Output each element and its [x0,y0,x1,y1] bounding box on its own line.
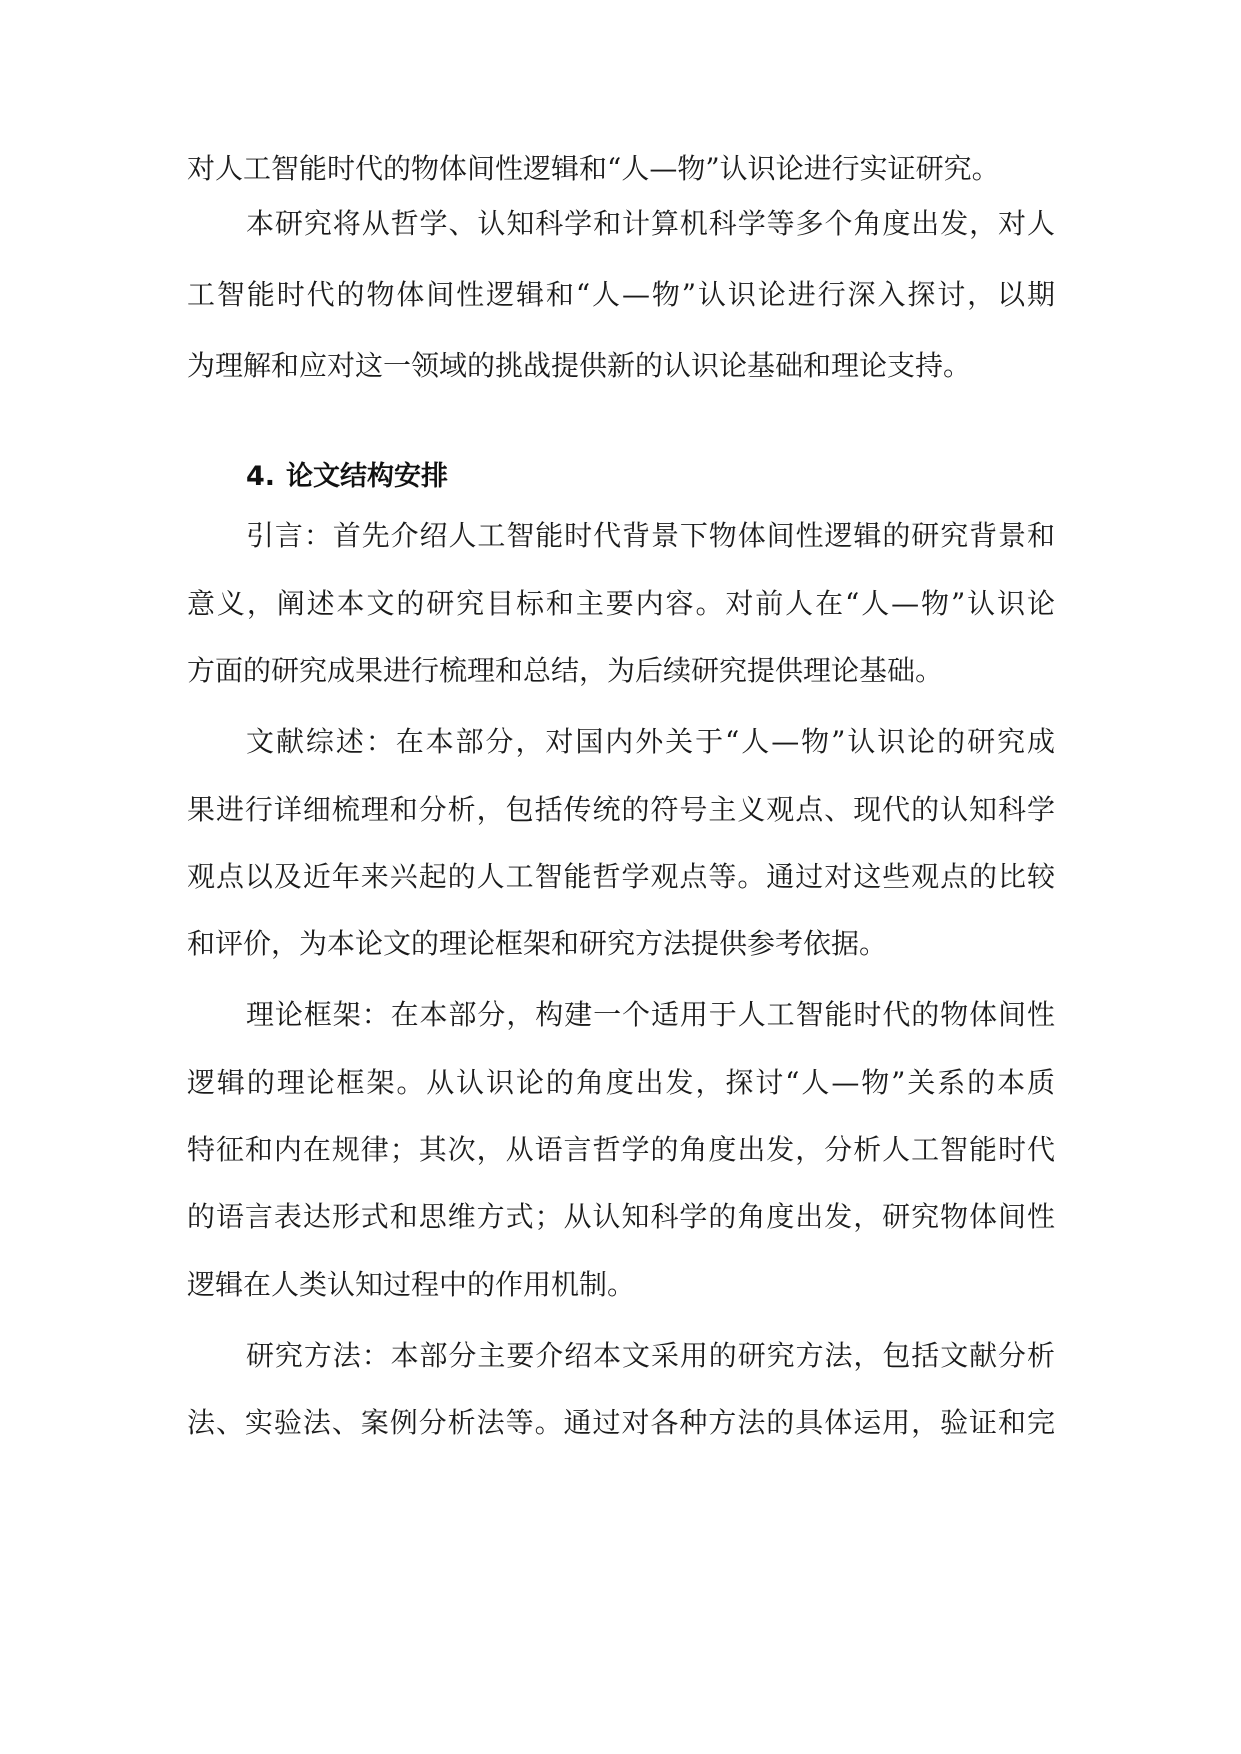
text-line: 本研究将从哲学、认知科学和计算机科学等多个角度出发，对人 [246,207,1055,240]
text-line: 逻辑在人类认知过程中的作用机制。 [187,1268,636,1301]
text-line: 观点以及近年来兴起的人工智能哲学观点等。通过对这些观点的比较 [187,860,1055,893]
section-title: 论文结构安排 [286,461,448,492]
text-line: 法、实验法、案例分析法等。通过对各种方法的具体运用，验证和完 [187,1406,1055,1439]
section-heading [246,453,448,501]
text-line: 和评价，为本论文的理论框架和研究方法提供参考依据。 [187,927,888,960]
text-line: 果进行详细梳理和分析，包括传统的符号主义观点、现代的认知科学 [187,793,1055,826]
text-line: 方面的研究成果进行梳理和总结，为后续研究提供理论基础。 [187,654,944,687]
text-line: 特征和内在规律；其次，从语言哲学的角度出发，分析人工智能时代 [187,1133,1055,1166]
text-line: 引言：首先介绍人工智能时代背景下物体间性逻辑的研究背景和 [246,519,1055,552]
text-line: 逻辑的理论框架。从认识论的角度出发，探讨“人—物”关系的本质 [187,1066,1055,1099]
text-line: 意义，阐述本文的研究目标和主要内容。对前人在“人—物”认识论 [187,587,1055,620]
text-line: 理论框架：在本部分，构建一个适用于人工智能时代的物体间性 [246,998,1055,1031]
text-line: 工智能时代的物体间性逻辑和“人—物”认识论进行深入探讨，以期 [187,278,1055,311]
text-line: 为理解和应对这一领域的挑战提供新的认识论基础和理论支持。 [187,349,972,382]
text-line: 的语言表达形式和思维方式；从认知科学的角度出发，研究物体间性 [187,1200,1055,1233]
text-line: 研究方法：本部分主要介绍本文采用的研究方法，包括文献分析 [246,1339,1055,1372]
section-number: 4. [246,461,276,492]
text-line: 对人工智能时代的物体间性逻辑和“人—物”认识论进行实证研究。 [187,152,1000,185]
text-line: 文献综述：在本部分，对国内外关于“人—物”认识论的研究成 [246,725,1055,758]
